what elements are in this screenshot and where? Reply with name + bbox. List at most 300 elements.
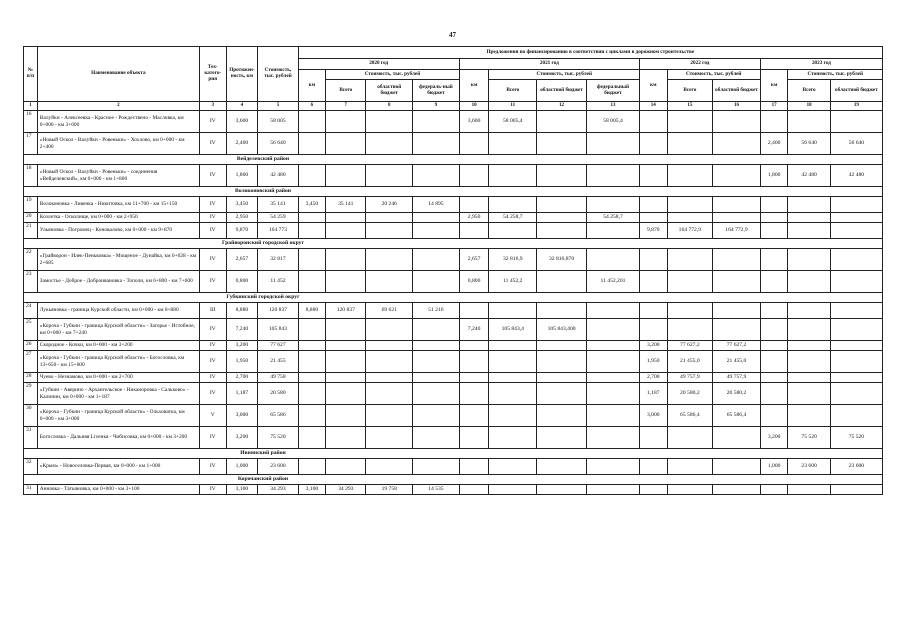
table-row [24, 197, 883, 213]
cell-value: IV [200, 485, 227, 495]
cell-value [459, 165, 489, 187]
cell-value [366, 459, 413, 475]
district-name: Ивнянский район [24, 449, 883, 459]
cell-value: 23 600 [258, 459, 298, 475]
cell-value [366, 111, 413, 133]
header-total: Всего [326, 80, 366, 102]
header-year-2020: 2020 год [298, 59, 459, 70]
table-row [24, 303, 883, 319]
column-number: 1 [24, 102, 38, 111]
cell-value: V [200, 405, 227, 427]
cell-value: 42 480 [258, 165, 298, 187]
cell-value: 1,187 [639, 383, 667, 405]
cell-value [413, 383, 460, 405]
cell-value [788, 303, 830, 319]
cell-value [537, 427, 587, 449]
cell-value [459, 341, 489, 351]
cell-value: 11 452 [258, 271, 298, 293]
cell-value [298, 405, 326, 427]
cell-value [326, 427, 366, 449]
cell-value [586, 197, 639, 213]
cell-value: 56 640 [788, 133, 830, 155]
cell-value [760, 223, 788, 239]
cell-value [413, 111, 460, 133]
cell-value [326, 271, 366, 293]
cell-value: 32 817 [258, 249, 298, 271]
district-name: Волоконовский район [24, 187, 883, 197]
cell-value [586, 223, 639, 239]
column-number: 15 [667, 102, 713, 111]
cell-value: III [200, 303, 227, 319]
cell-value: 2,700 [226, 373, 258, 383]
object-name: Лукьяновка - граница Курской области, км 0+000 - км 8+880 [37, 303, 199, 319]
cell-value [667, 165, 713, 187]
header-federal: федераль-ный бюджет [413, 80, 460, 102]
cell-value [760, 303, 788, 319]
cell-value: 2,657 [226, 249, 258, 271]
cell-value: 65 586 [258, 405, 298, 427]
cell-value [639, 133, 667, 155]
cell-value [639, 165, 667, 187]
cell-value [760, 249, 788, 271]
cell-value: 3,600 [226, 111, 258, 133]
cell-value: 54 259 [258, 213, 298, 223]
cell-value: 54 258,7 [489, 213, 537, 223]
cell-value [326, 405, 366, 427]
object-name: Чуево - Незнамово, км 0+000 - км 2+700 [37, 373, 199, 383]
cell-value: 7,240 [459, 319, 489, 341]
row-number: 31 [24, 485, 38, 495]
cell-value: 1,187 [226, 383, 258, 405]
cell-value [413, 319, 460, 341]
cell-value [830, 111, 882, 133]
cell-value [489, 427, 537, 449]
column-number: 10 [459, 102, 489, 111]
cell-value [788, 249, 830, 271]
cell-value [459, 485, 489, 495]
cell-value: 35 141 [258, 197, 298, 213]
row-number: 27 [24, 351, 38, 373]
header-regional: областной бюджет [366, 80, 413, 102]
cell-value: 20 580,2 [713, 383, 761, 405]
cell-value: IV [200, 341, 227, 351]
cell-value [366, 165, 413, 187]
cell-value: 164 772,9 [667, 223, 713, 239]
cell-value [537, 271, 587, 293]
district-name: Корочанский район [24, 475, 883, 485]
cell-value [366, 341, 413, 351]
cell-value: 9,870 [639, 223, 667, 239]
cell-value: 58 005,4 [489, 111, 537, 133]
header-regional: областной бюджет [537, 80, 587, 102]
object-name: Скородное - Кочки, км 0+000 - км 3+200 [37, 341, 199, 351]
cell-value [413, 459, 460, 475]
cell-value [366, 249, 413, 271]
cell-value: 8,880 [298, 303, 326, 319]
cell-value [830, 197, 882, 213]
object-name: Козлетка - Осколище, км 0+000 - км 2+950 [37, 213, 199, 223]
cell-value [760, 213, 788, 223]
object-name: «Короча - Губкин - граница Курской области» - Ольховатка, км 0+000 - км 3+000 [37, 405, 199, 427]
cell-value [459, 383, 489, 405]
cell-value: IV [200, 111, 227, 133]
cell-value: 2,950 [459, 213, 489, 223]
cell-value [326, 165, 366, 187]
cell-value: 9,870 [226, 223, 258, 239]
cell-value: 65 586,4 [667, 405, 713, 427]
cell-value [639, 485, 667, 495]
cell-value [366, 427, 413, 449]
cell-value: 3,200 [226, 427, 258, 449]
cell-value: 21 455,0 [667, 351, 713, 373]
cell-value [667, 303, 713, 319]
header-category: Тех-катего-рия [200, 47, 227, 102]
cell-value [298, 213, 326, 223]
table-row [24, 459, 883, 475]
table-row [24, 341, 883, 351]
financing-table [23, 46, 883, 495]
cell-value: IV [200, 165, 227, 187]
cell-value [788, 223, 830, 239]
cell-value: 14 895 [413, 197, 460, 213]
cell-value [326, 459, 366, 475]
cell-value [788, 351, 830, 373]
cell-value [830, 249, 882, 271]
cell-value: 0,800 [459, 271, 489, 293]
header-federal: федеральный бюджет [586, 80, 639, 102]
cell-value: 56 640 [258, 133, 298, 155]
cell-value [298, 319, 326, 341]
header-regional: областной бюджет [830, 80, 882, 102]
cell-value [830, 303, 882, 319]
cell-value [489, 133, 537, 155]
district-name: Грайворонский городской округ [24, 239, 883, 249]
header-regional: областной бюджет [713, 80, 761, 102]
cell-value [326, 223, 366, 239]
cell-value: 3,200 [760, 427, 788, 449]
cell-value [489, 165, 537, 187]
cell-value [667, 213, 713, 223]
cell-value: 54 258,7 [586, 213, 639, 223]
cell-value [586, 351, 639, 373]
cell-value [326, 213, 366, 223]
cell-value [667, 197, 713, 213]
cell-value [537, 133, 587, 155]
table-row [24, 427, 883, 449]
cell-value [586, 383, 639, 405]
cell-value [537, 341, 587, 351]
column-number: 16 [713, 102, 761, 111]
cell-value [713, 111, 761, 133]
column-number: 8 [366, 102, 413, 111]
cell-value [830, 383, 882, 405]
cell-value [586, 249, 639, 271]
column-number: 2 [37, 102, 199, 111]
cell-value: 34 293 [326, 485, 366, 495]
cell-value [830, 373, 882, 383]
cell-value [788, 383, 830, 405]
cell-value [326, 249, 366, 271]
object-name: Волоконовка - Ливенка - Никитовка, км 11+700 - км 15+150 [37, 197, 199, 213]
table-row [24, 133, 883, 155]
cell-value: IV [200, 459, 227, 475]
row-number: 30 [24, 405, 38, 427]
cell-value [760, 341, 788, 351]
cell-value: 69 621 [366, 303, 413, 319]
cell-value: 3,450 [226, 197, 258, 213]
cell-value: 51 216 [413, 303, 460, 319]
cell-value [459, 427, 489, 449]
cell-value [830, 271, 882, 293]
cell-value [298, 133, 326, 155]
cell-value: IV [200, 197, 227, 213]
cell-value: 3,200 [226, 341, 258, 351]
cell-value [830, 341, 882, 351]
cell-value: 11 452,2 [489, 271, 537, 293]
object-name: Валуйки - Алексеевка - Красное - Рождествено - Масловка, км 0+000 - км 3+600 [37, 111, 199, 133]
cell-value [413, 341, 460, 351]
cell-value: 3,000 [639, 405, 667, 427]
cell-value [298, 459, 326, 475]
cell-value: 164 772,9 [713, 223, 761, 239]
cell-value [639, 271, 667, 293]
object-name: «Крым» - Новоселовка-Первая, км 0+000 - км 1+000 [37, 459, 199, 475]
column-number: 18 [788, 102, 830, 111]
cell-value [537, 459, 587, 475]
column-number: 3 [200, 102, 227, 111]
table-row [24, 249, 883, 271]
cell-value [489, 197, 537, 213]
cell-value [713, 249, 761, 271]
row-number: 31 [24, 427, 38, 449]
cell-value: 8,880 [226, 303, 258, 319]
cell-value: 0,800 [226, 271, 258, 293]
cell-value: 1,950 [639, 351, 667, 373]
object-name: «Губкин - Аверино - Архангельское - Никаноровка - Сальково» - Калинин, км 0+000 - км 1+187 [37, 383, 199, 405]
cell-value: 3,100 [298, 485, 326, 495]
cell-value: 58 005 [258, 111, 298, 133]
cell-value: 2,950 [226, 213, 258, 223]
cell-value: IV [200, 271, 227, 293]
cell-value [639, 249, 667, 271]
cell-value [537, 303, 587, 319]
cell-value [788, 271, 830, 293]
row-number: 17 [24, 133, 38, 155]
table-row [24, 213, 883, 223]
column-numbers-row [24, 102, 883, 111]
cell-value: 1,950 [226, 351, 258, 373]
district-header [24, 293, 883, 303]
object-name: «Новый Оскол - Валуйки - Ровеньки» - соединения «Вейделевский», км 0+000 - км 1+800 [37, 165, 199, 187]
cell-value [413, 271, 460, 293]
object-name: Анновка - Татьяновка, км 0+000 - км 3+100 [37, 485, 199, 495]
cell-value: 77 627,2 [713, 341, 761, 351]
cell-value: IV [200, 133, 227, 155]
header-year-2023: 2023 год [760, 59, 882, 70]
cell-value: 14 535 [413, 485, 460, 495]
header-cost: Стоимость, тыс. рублей [258, 47, 298, 102]
cell-value: 35 141 [326, 197, 366, 213]
cell-value: 23 600 [830, 459, 882, 475]
cell-value [537, 351, 587, 373]
header-km: км [639, 70, 667, 102]
district-header [24, 475, 883, 485]
cell-value [713, 459, 761, 475]
cell-value: 34 293 [258, 485, 298, 495]
object-name: «Новый Оскол - Валуйки - Ровеньки» - Хохлово, км 0+000 - км 2+400 [37, 133, 199, 155]
cell-value [489, 485, 537, 495]
cell-value [489, 373, 537, 383]
object-name: Ульяновка - Погромец - Коновалово, км 0+000 - км 9+870 [37, 223, 199, 239]
cell-value [298, 373, 326, 383]
object-name: Богословка - Дальняя Livенка - Чибисовка, км 0+000 - км 3+200 [37, 427, 199, 449]
cell-value: 49 757,9 [713, 373, 761, 383]
cell-value: IV [200, 223, 227, 239]
cell-value [413, 165, 460, 187]
cell-value [639, 427, 667, 449]
cell-value: 21 455,0 [713, 351, 761, 373]
cell-value [413, 427, 460, 449]
header-total: Всего [667, 80, 713, 102]
cell-value [788, 111, 830, 133]
cell-value [788, 485, 830, 495]
column-number: 7 [326, 102, 366, 111]
cell-value: 42 480 [830, 165, 882, 187]
cell-value: 105 843,4 [489, 319, 537, 341]
object-name: «Короча - Губкин - граница Курской области» - Загорье - Истобное, км 0+000 - км 7+240 [37, 319, 199, 341]
cell-value [298, 111, 326, 133]
cell-value [537, 485, 587, 495]
cell-value [366, 271, 413, 293]
column-number: 5 [258, 102, 298, 111]
table-body [24, 111, 883, 495]
column-number: 19 [830, 102, 882, 111]
row-number: 24 [24, 303, 38, 319]
cell-value [586, 133, 639, 155]
cell-value [459, 303, 489, 319]
table-row [24, 373, 883, 383]
cell-value [413, 213, 460, 223]
cell-value [586, 485, 639, 495]
column-number: 4 [226, 102, 258, 111]
cell-value [537, 405, 587, 427]
district-header [24, 155, 883, 165]
cell-value: 42 480 [788, 165, 830, 187]
header-km: км [459, 70, 489, 102]
header-cost-thousand: Стоимость, тыс. рублей [326, 70, 460, 80]
row-number: 16 [24, 111, 38, 133]
object-name: «Короча - Губкин - граница Курской области» - Богословка, км 13+650 - км 15+600 [37, 351, 199, 373]
cell-value: IV [200, 427, 227, 449]
cell-value [413, 249, 460, 271]
row-number: 22 [24, 249, 38, 271]
cell-value [489, 341, 537, 351]
cell-value: 1,000 [760, 459, 788, 475]
cell-value [413, 223, 460, 239]
cell-value [713, 133, 761, 155]
district-header [24, 239, 883, 249]
district-name: Вейделевский район [24, 155, 883, 165]
cell-value [760, 271, 788, 293]
cell-value [326, 383, 366, 405]
cell-value: 1,800 [226, 165, 258, 187]
cell-value [298, 223, 326, 239]
cell-value [760, 373, 788, 383]
cell-value [366, 405, 413, 427]
cell-value [667, 485, 713, 495]
cell-value [326, 133, 366, 155]
cell-value [489, 303, 537, 319]
cell-value [830, 223, 882, 239]
cell-value [298, 271, 326, 293]
cell-value [459, 223, 489, 239]
cell-value: 2,700 [639, 373, 667, 383]
cell-value [366, 223, 413, 239]
table-row [24, 223, 883, 239]
cell-value [459, 133, 489, 155]
cell-value: 20 580 [258, 383, 298, 405]
cell-value: 120 837 [326, 303, 366, 319]
cell-value: 75 520 [830, 427, 882, 449]
cell-value [459, 197, 489, 213]
row-number: 25 [24, 319, 38, 341]
cell-value: IV [200, 373, 227, 383]
header-cost-thousand: Стоимость, тыс. рублей [489, 70, 640, 80]
cell-value: 32 816,9 [489, 249, 537, 271]
cell-value: IV [200, 319, 227, 341]
header-name: Наименование объекта [37, 47, 199, 102]
row-number: 32 [24, 459, 38, 475]
cell-value: IV [200, 213, 227, 223]
cell-value [713, 197, 761, 213]
table-row [24, 111, 883, 133]
cell-value [788, 197, 830, 213]
cell-value [830, 405, 882, 427]
cell-value [298, 427, 326, 449]
cell-value [667, 271, 713, 293]
cell-value: 1,000 [226, 459, 258, 475]
cell-value: IV [200, 351, 227, 373]
cell-value [586, 165, 639, 187]
cell-value [537, 383, 587, 405]
header-num: № п/п [24, 47, 38, 102]
header-year-2022: 2022 год [639, 59, 760, 70]
cell-value [788, 319, 830, 341]
cell-value [459, 405, 489, 427]
header-total: Всего [489, 80, 537, 102]
cell-value [788, 373, 830, 383]
cell-value [667, 133, 713, 155]
cell-value [667, 111, 713, 133]
cell-value [489, 223, 537, 239]
cell-value [366, 133, 413, 155]
cell-value: IV [200, 249, 227, 271]
row-number: 29 [24, 383, 38, 405]
cell-value [760, 319, 788, 341]
cell-value: 23 600 [788, 459, 830, 475]
cell-value [639, 303, 667, 319]
cell-value [713, 485, 761, 495]
cell-value [326, 111, 366, 133]
cell-value [639, 197, 667, 213]
header-proposals: Предложения по финансированию в соответствии с циклами в дорожном строительстве [298, 47, 882, 59]
cell-value [586, 373, 639, 383]
cell-value [537, 197, 587, 213]
cell-value: 3,100 [226, 485, 258, 495]
district-header [24, 187, 883, 197]
cell-value: 105 843,400 [537, 319, 587, 341]
table-row [24, 319, 883, 341]
